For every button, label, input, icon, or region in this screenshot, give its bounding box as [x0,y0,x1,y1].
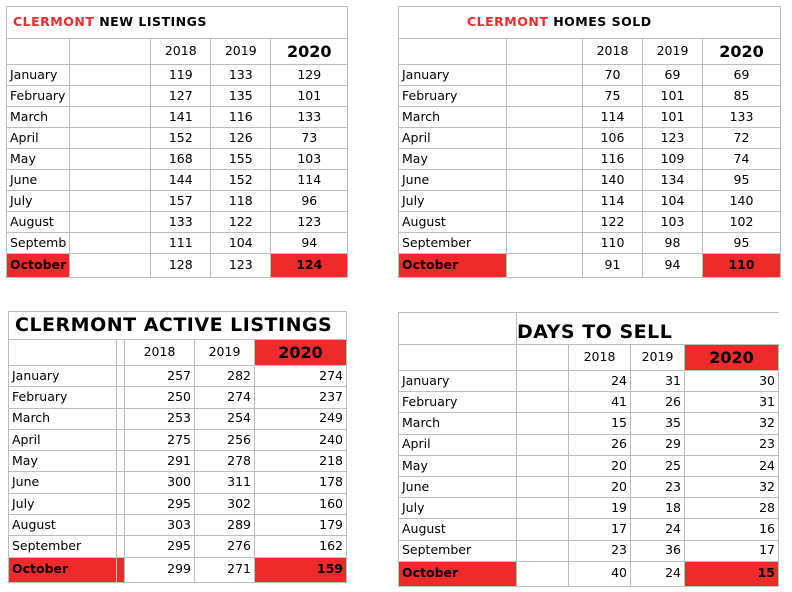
october-label: October [399,254,507,278]
value-2018: 291 [125,451,195,472]
month-label: September [9,536,117,557]
value-2018: 114 [583,191,643,212]
table-row [7,212,348,233]
value-2020: 140 [703,191,781,212]
table-row [399,107,781,128]
value-2020: 218 [255,451,347,472]
table-row [399,540,779,561]
value-2019: 36 [631,540,685,561]
table-row [7,107,348,128]
table-row [399,455,779,476]
blank-cell [517,434,569,455]
blank-cell [70,128,151,149]
value-2020: 24 [685,455,779,476]
month-label: April [7,128,70,149]
value-2018: 144 [151,170,211,191]
value-2019: 135 [211,86,271,107]
value-2018: 106 [583,128,643,149]
year-2020: 2020 [255,340,347,366]
blank-cell [507,233,583,254]
month-label: June [9,472,117,493]
table-row [399,371,779,392]
october-row [9,557,347,582]
month-label: July [399,498,517,519]
blank-cell [517,371,569,392]
october-row [399,254,781,278]
header-blank [517,345,569,371]
table-row [399,86,781,107]
new-listings-table [6,6,348,278]
month-label: March [7,107,70,128]
table-row [399,191,781,212]
october-label: October [399,561,517,586]
year-2019: 2019 [211,39,271,65]
blank-cell [517,392,569,413]
value-2019: 155 [211,149,271,170]
table-row [7,149,348,170]
value-2020: 249 [255,408,347,429]
value-2020: 179 [255,515,347,536]
value-2020: 102 [703,212,781,233]
value-2020: 178 [255,472,347,493]
table-row [399,170,781,191]
title-blank [399,313,517,345]
value-2019: 103 [643,212,703,233]
value-2020: 240 [255,429,347,450]
value-2018: 15 [569,413,631,434]
value-2020: 32 [685,476,779,497]
value-2018: 152 [151,128,211,149]
month-label: January [399,65,507,86]
value-2018: 119 [151,65,211,86]
blank-cell [507,128,583,149]
value-2018: 24 [569,371,631,392]
month-label: March [399,413,517,434]
value-2020: 85 [703,86,781,107]
value-2019: 104 [643,191,703,212]
blank-cell [507,86,583,107]
value-2018: 253 [125,408,195,429]
month-label: July [7,191,70,212]
value-2020: 123 [271,212,348,233]
month-label: April [399,128,507,149]
table-row [399,212,781,233]
value-2019: 101 [643,107,703,128]
table-row [399,413,779,434]
year-2020: 2020 [271,39,348,65]
value-2019: 134 [643,170,703,191]
value-2018: 17 [569,519,631,540]
blank-cell [117,472,125,493]
year-2019: 2019 [195,340,255,366]
table-row [399,233,781,254]
value-2019: 18 [631,498,685,519]
october-2019: 24 [631,561,685,586]
value-2020: 72 [703,128,781,149]
value-2018: 122 [583,212,643,233]
month-label: September [399,540,517,561]
value-2018: 141 [151,107,211,128]
blank-cell [517,498,569,519]
october-2019: 123 [211,254,271,278]
value-2019: 274 [195,387,255,408]
october-2019: 94 [643,254,703,278]
month-label: June [7,170,70,191]
title-rest: HOMES SOLD [548,14,652,30]
blank-cell [117,557,125,582]
october-2020: 15 [685,561,779,586]
blank-cell [507,254,583,278]
table-row [9,387,347,408]
header-blank [70,39,151,65]
value-2020: 69 [703,65,781,86]
value-2019: 24 [631,519,685,540]
value-2018: 75 [583,86,643,107]
days-to-sell-title: DAYS TO SELL [517,313,779,345]
value-2018: 133 [151,212,211,233]
value-2019: 104 [211,233,271,254]
blank-cell [117,493,125,514]
table-row [9,451,347,472]
value-2018: 110 [583,233,643,254]
october-label: October [7,254,70,278]
value-2019: 122 [211,212,271,233]
value-2020: 17 [685,540,779,561]
value-2019: 123 [643,128,703,149]
table-row [399,498,779,519]
year-2020: 2020 [685,345,779,371]
header-blank [9,340,117,366]
table-row [7,233,348,254]
new-listings-title [7,7,348,39]
value-2020: 73 [271,128,348,149]
value-2018: 295 [125,493,195,514]
value-2018: 111 [151,233,211,254]
value-2019: 282 [195,366,255,387]
month-label: August [7,212,70,233]
blank-cell [507,107,583,128]
value-2019: 276 [195,536,255,557]
october-label: October [9,557,117,582]
month-label: February [9,387,117,408]
blank-cell [70,107,151,128]
october-2020: 124 [271,254,348,278]
value-2020: 237 [255,387,347,408]
blank-cell [507,149,583,170]
value-2020: 23 [685,434,779,455]
month-label: February [399,86,507,107]
value-2018: 303 [125,515,195,536]
blank-cell [507,65,583,86]
header-row [7,39,348,65]
table-row [7,170,348,191]
table-row [9,472,347,493]
blank-cell [70,86,151,107]
active-listings-title: CLERMONT ACTIVE LISTINGS [9,312,347,340]
month-label: February [399,392,517,413]
october-row [399,561,779,586]
table-row [399,519,779,540]
value-2019: 35 [631,413,685,434]
october-2020: 159 [255,557,347,582]
header-blank [399,39,507,65]
title-rest: NEW LISTINGS [94,14,207,30]
value-2020: 162 [255,536,347,557]
value-2020: 101 [271,86,348,107]
october-2020: 110 [703,254,781,278]
value-2020: 74 [703,149,781,170]
value-2020: 94 [271,233,348,254]
value-2019: 152 [211,170,271,191]
value-2018: 300 [125,472,195,493]
value-2019: 126 [211,128,271,149]
value-2020: 16 [685,519,779,540]
october-2018: 91 [583,254,643,278]
month-label: July [9,493,117,514]
month-label: January [399,371,517,392]
value-2019: 31 [631,371,685,392]
value-2020: 32 [685,413,779,434]
value-2018: 41 [569,392,631,413]
blank-cell [517,561,569,586]
value-2018: 127 [151,86,211,107]
blank-cell [70,65,151,86]
year-2018: 2018 [151,39,211,65]
october-2018: 40 [569,561,631,586]
value-2019: 116 [211,107,271,128]
year-2018: 2018 [583,39,643,65]
header-row [399,345,779,371]
month-label: Septemb [7,233,70,254]
table-row [9,515,347,536]
value-2020: 28 [685,498,779,519]
header-blank [507,39,583,65]
blank-cell [70,149,151,170]
value-2018: 250 [125,387,195,408]
homes-sold-title [399,7,781,39]
value-2019: 278 [195,451,255,472]
value-2020: 96 [271,191,348,212]
value-2018: 26 [569,434,631,455]
blank-cell [507,170,583,191]
table-row [9,408,347,429]
value-2018: 19 [569,498,631,519]
blank-cell [517,413,569,434]
blank-cell [117,387,125,408]
blank-cell [117,536,125,557]
value-2020: 114 [271,170,348,191]
value-2020: 160 [255,493,347,514]
table-row [399,434,779,455]
october-row [7,254,348,278]
blank-cell [517,476,569,497]
blank-cell [517,455,569,476]
value-2018: 257 [125,366,195,387]
title-red: CLERMONT [467,14,549,30]
month-label: June [399,170,507,191]
table-row [9,429,347,450]
blank-cell [70,233,151,254]
month-label: April [399,434,517,455]
value-2018: 20 [569,476,631,497]
value-2020: 133 [271,107,348,128]
blank-cell [117,429,125,450]
year-2020: 2020 [703,39,781,65]
value-2020: 129 [271,65,348,86]
year-2018: 2018 [569,345,631,371]
table-row [7,191,348,212]
value-2020: 133 [703,107,781,128]
month-label: April [9,429,117,450]
value-2018: 168 [151,149,211,170]
header-blank [7,39,70,65]
month-label: May [7,149,70,170]
table-row [7,86,348,107]
october-2019: 271 [195,557,255,582]
value-2018: 116 [583,149,643,170]
value-2019: 254 [195,408,255,429]
table-row [399,392,779,413]
value-2019: 256 [195,429,255,450]
month-label: August [399,519,517,540]
value-2018: 275 [125,429,195,450]
value-2019: 302 [195,493,255,514]
value-2018: 20 [569,455,631,476]
table-row [399,65,781,86]
month-label: January [9,366,117,387]
october-2018: 128 [151,254,211,278]
month-label: February [7,86,70,107]
header-blank [117,340,125,366]
value-2019: 23 [631,476,685,497]
month-label: September [399,233,507,254]
value-2019: 311 [195,472,255,493]
month-label: August [9,515,117,536]
year-2019: 2019 [643,39,703,65]
homes-sold-table [398,6,781,278]
blank-cell [117,451,125,472]
value-2018: 157 [151,191,211,212]
value-2019: 69 [643,65,703,86]
header-blank [399,345,517,371]
blank-cell [517,540,569,561]
value-2018: 140 [583,170,643,191]
blank-cell [70,191,151,212]
title-red: CLERMONT [13,14,95,30]
value-2020: 31 [685,392,779,413]
table-row [7,65,348,86]
month-label: May [399,455,517,476]
table-row [399,149,781,170]
month-label: August [399,212,507,233]
blank-cell [70,254,151,278]
value-2019: 98 [643,233,703,254]
month-label: May [9,451,117,472]
october-2018: 299 [125,557,195,582]
header-row [9,340,347,366]
value-2019: 109 [643,149,703,170]
value-2019: 26 [631,392,685,413]
value-2018: 70 [583,65,643,86]
month-label: May [399,149,507,170]
active-listings-table [8,311,347,583]
blank-cell [507,191,583,212]
blank-cell [117,408,125,429]
blank-cell [507,212,583,233]
value-2018: 114 [583,107,643,128]
month-label: January [7,65,70,86]
month-label: March [9,408,117,429]
value-2018: 23 [569,540,631,561]
value-2020: 30 [685,371,779,392]
blank-cell [117,366,125,387]
year-2018: 2018 [125,340,195,366]
value-2018: 295 [125,536,195,557]
value-2019: 118 [211,191,271,212]
table-row [9,493,347,514]
year-2019: 2019 [631,345,685,371]
value-2019: 133 [211,65,271,86]
table-row [9,366,347,387]
table-row [399,128,781,149]
value-2020: 103 [271,149,348,170]
value-2019: 289 [195,515,255,536]
value-2020: 95 [703,170,781,191]
days-to-sell-table [398,312,779,587]
blank-cell [70,212,151,233]
blank-cell [117,515,125,536]
blank-cell [70,170,151,191]
month-label: March [399,107,507,128]
header-row [399,39,781,65]
value-2019: 101 [643,86,703,107]
month-label: June [399,476,517,497]
value-2020: 274 [255,366,347,387]
blank-cell [517,519,569,540]
table-row [399,476,779,497]
value-2019: 29 [631,434,685,455]
table-row [7,128,348,149]
month-label: July [399,191,507,212]
value-2019: 25 [631,455,685,476]
value-2020: 95 [703,233,781,254]
table-row [9,536,347,557]
